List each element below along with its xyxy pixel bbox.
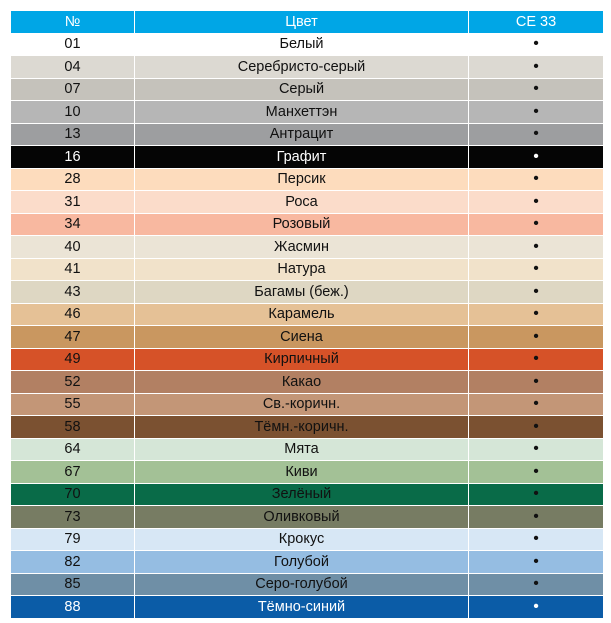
bullet-icon: • — [533, 147, 539, 165]
row-color-name: Какао — [135, 371, 469, 394]
row-color-name: Серо-голубой — [135, 573, 469, 596]
row-code: 88 — [11, 596, 135, 619]
table-row — [11, 78, 604, 101]
row-availability-mark — [469, 101, 604, 124]
row-availability-mark — [469, 438, 604, 461]
row-color-name: Манхеттэн — [135, 101, 469, 124]
table-row — [11, 146, 604, 169]
row-color-name: Св.-коричн. — [135, 393, 469, 416]
table-row — [11, 371, 604, 394]
row-color-name: Серый — [135, 78, 469, 101]
row-color-name: Кирпичный — [135, 348, 469, 371]
bullet-icon: • — [533, 417, 539, 435]
table-row — [11, 236, 604, 259]
table-row — [11, 258, 604, 281]
header-number: № — [11, 11, 135, 34]
header-color: Цвет — [135, 11, 469, 34]
row-availability-mark — [469, 236, 604, 259]
row-code: 04 — [11, 56, 135, 79]
row-code: 82 — [11, 551, 135, 574]
row-code: 58 — [11, 416, 135, 439]
row-availability-mark — [469, 191, 604, 214]
row-code: 70 — [11, 483, 135, 506]
row-availability-mark — [469, 551, 604, 574]
row-availability-mark — [469, 483, 604, 506]
bullet-icon: • — [533, 440, 539, 458]
table-row — [11, 326, 604, 349]
table-row — [11, 528, 604, 551]
bullet-icon: • — [533, 35, 539, 53]
row-code: 64 — [11, 438, 135, 461]
row-code: 10 — [11, 101, 135, 124]
row-availability-mark — [469, 371, 604, 394]
row-code: 79 — [11, 528, 135, 551]
row-color-name: Натура — [135, 258, 469, 281]
row-color-name: Мята — [135, 438, 469, 461]
table-row — [11, 438, 604, 461]
row-color-name: Жасмин — [135, 236, 469, 259]
row-code: 47 — [11, 326, 135, 349]
row-availability-mark — [469, 573, 604, 596]
bullet-icon: • — [533, 395, 539, 413]
row-code: 49 — [11, 348, 135, 371]
row-code: 67 — [11, 461, 135, 484]
bullet-icon: • — [533, 237, 539, 255]
row-availability-mark — [469, 303, 604, 326]
row-color-name: Карамель — [135, 303, 469, 326]
row-color-name: Роса — [135, 191, 469, 214]
table-row — [11, 56, 604, 79]
table-row — [11, 596, 604, 619]
table-row — [11, 416, 604, 439]
row-availability-mark — [469, 281, 604, 304]
table-row — [11, 101, 604, 124]
header-product: CE 33 — [469, 11, 604, 34]
row-color-name: Сиена — [135, 326, 469, 349]
row-color-name: Тёмн.-коричн. — [135, 416, 469, 439]
table-body — [11, 33, 604, 618]
bullet-icon: • — [533, 215, 539, 233]
bullet-icon: • — [533, 102, 539, 120]
header-row — [11, 11, 604, 34]
table-row — [11, 281, 604, 304]
row-availability-mark — [469, 56, 604, 79]
table-row — [11, 213, 604, 236]
bullet-icon: • — [533, 170, 539, 188]
row-color-name: Зелёный — [135, 483, 469, 506]
bullet-icon: • — [533, 327, 539, 345]
row-color-name: Тёмно-синий — [135, 596, 469, 619]
row-code: 52 — [11, 371, 135, 394]
row-code: 28 — [11, 168, 135, 191]
row-code: 01 — [11, 33, 135, 56]
row-availability-mark — [469, 123, 604, 146]
table-row — [11, 506, 604, 529]
table-row — [11, 461, 604, 484]
row-availability-mark — [469, 326, 604, 349]
row-color-name: Оливковый — [135, 506, 469, 529]
row-availability-mark — [469, 146, 604, 169]
row-code: 34 — [11, 213, 135, 236]
row-color-name: Антрацит — [135, 123, 469, 146]
color-table — [10, 10, 604, 619]
bullet-icon: • — [533, 125, 539, 143]
row-availability-mark — [469, 348, 604, 371]
row-code: 41 — [11, 258, 135, 281]
bullet-icon: • — [533, 372, 539, 390]
bullet-icon: • — [533, 575, 539, 593]
table-row — [11, 573, 604, 596]
table-row — [11, 551, 604, 574]
row-availability-mark — [469, 506, 604, 529]
bullet-icon: • — [533, 462, 539, 480]
row-color-name: Крокус — [135, 528, 469, 551]
bullet-icon: • — [533, 485, 539, 503]
table-row — [11, 393, 604, 416]
row-code: 31 — [11, 191, 135, 214]
row-code: 46 — [11, 303, 135, 326]
row-color-name: Киви — [135, 461, 469, 484]
table-row — [11, 191, 604, 214]
row-color-name: Розовый — [135, 213, 469, 236]
row-availability-mark — [469, 213, 604, 236]
bullet-icon: • — [533, 552, 539, 570]
row-code: 40 — [11, 236, 135, 259]
row-code: 13 — [11, 123, 135, 146]
row-code: 16 — [11, 146, 135, 169]
row-code: 43 — [11, 281, 135, 304]
row-availability-mark — [469, 168, 604, 191]
row-code: 07 — [11, 78, 135, 101]
row-code: 73 — [11, 506, 135, 529]
table-row — [11, 348, 604, 371]
bullet-icon: • — [533, 192, 539, 210]
bullet-icon: • — [533, 305, 539, 323]
row-availability-mark — [469, 78, 604, 101]
row-availability-mark — [469, 416, 604, 439]
bullet-icon: • — [533, 260, 539, 278]
bullet-icon: • — [533, 282, 539, 300]
row-availability-mark — [469, 393, 604, 416]
row-availability-mark — [469, 528, 604, 551]
row-availability-mark — [469, 33, 604, 56]
bullet-icon: • — [533, 507, 539, 525]
table-row — [11, 168, 604, 191]
row-availability-mark — [469, 461, 604, 484]
row-color-name: Голубой — [135, 551, 469, 574]
row-code: 85 — [11, 573, 135, 596]
bullet-icon: • — [533, 597, 539, 615]
table-row — [11, 33, 604, 56]
bullet-icon: • — [533, 57, 539, 75]
row-code: 55 — [11, 393, 135, 416]
row-color-name: Серебристо-серый — [135, 56, 469, 79]
row-color-name: Багамы (беж.) — [135, 281, 469, 304]
bullet-icon: • — [533, 350, 539, 368]
row-color-name: Белый — [135, 33, 469, 56]
row-availability-mark — [469, 258, 604, 281]
table-row — [11, 123, 604, 146]
table-row — [11, 303, 604, 326]
bullet-icon: • — [533, 530, 539, 548]
row-color-name: Персик — [135, 168, 469, 191]
row-color-name: Графит — [135, 146, 469, 169]
bullet-icon: • — [533, 80, 539, 98]
row-availability-mark — [469, 596, 604, 619]
table-row — [11, 483, 604, 506]
